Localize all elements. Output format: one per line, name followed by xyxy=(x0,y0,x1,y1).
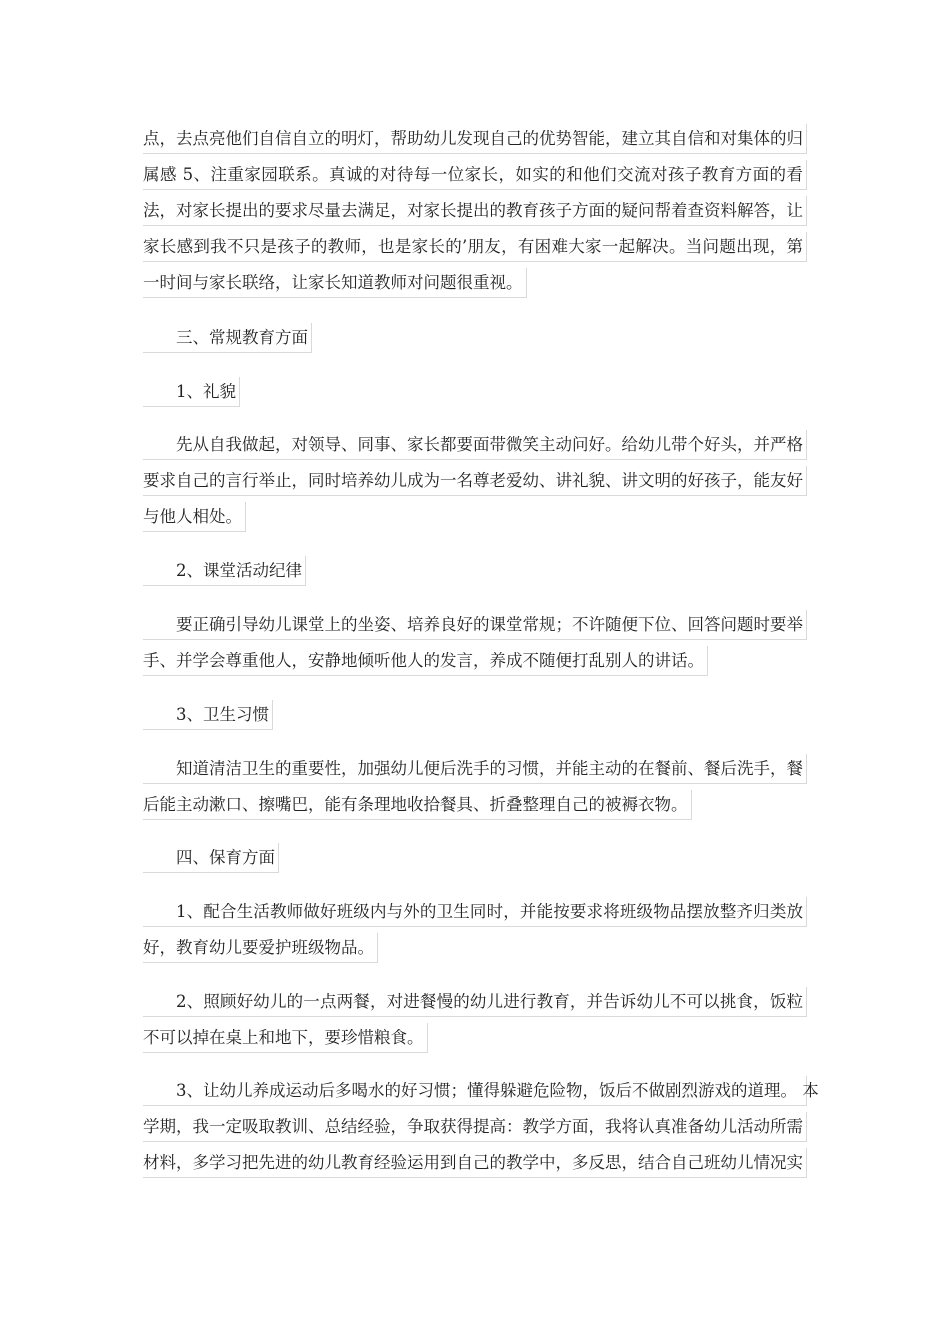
paragraph-line: 属感 5、注重家园联系。真诚的对待每一位家长，如实的和他们交流对孩子教育方面的看 xyxy=(143,160,807,190)
paragraph-line: 不可以掉在桌上和地下，要珍惜粮食。 xyxy=(143,1023,428,1053)
paragraph-line: 知道清洁卫生的重要性，加强幼儿便后洗手的习惯，并能主动的在餐前、餐后洗手，餐 xyxy=(143,754,807,784)
paragraph-line: 1、配合生活教师做好班级内与外的卫生同时，并能按要求将班级物品摆放整齐归类放 xyxy=(143,897,807,927)
paragraph-line: 法，对家长提出的要求尽量去满足，对家长提出的教育孩子方面的疑问帮着查资料解答，让 xyxy=(143,196,807,226)
section-heading: 四、保育方面 xyxy=(143,843,279,873)
subsection-heading: 1、礼貌 xyxy=(143,377,240,407)
paragraph-line: 后能主动漱口、擦嘴巴，能有条理地收拾餐具、折叠整理自己的被褥衣物。 xyxy=(143,790,692,820)
paragraph-line: 材料，多学习把先进的幼儿教育经验运用到自己的教学中，多反思，结合自己班幼儿情况实 xyxy=(143,1148,807,1178)
paragraph-line: 要正确引导幼儿课堂上的坐姿、培养良好的课堂常规；不许随便下位、回答问题时要举 xyxy=(143,610,807,640)
paragraph-line: 2、照顾好幼儿的一点两餐，对进餐慢的幼儿进行教育，并告诉幼儿不可以挑食，饭粒 xyxy=(143,987,807,1017)
paragraph-line: 3、让幼儿养成运动后多喝水的好习惯；懂得躲避危险物，饭后不做剧烈游戏的道理。 本 xyxy=(143,1076,807,1106)
paragraph-line: 与他人相处。 xyxy=(143,502,246,532)
subsection-heading: 3、卫生习惯 xyxy=(143,700,273,730)
paragraph-line: 学期，我一定吸取教训、总结经验，争取获得提高：教学方面，我将认真准备幼儿活动所需 xyxy=(143,1112,807,1142)
paragraph-line: 要求自己的言行举止，同时培养幼儿成为一名尊老爱幼、讲礼貌、讲文明的好孩子，能友好 xyxy=(143,466,807,496)
subsection-heading: 2、课堂活动纪律 xyxy=(143,556,306,586)
paragraph-line: 手、并学会尊重他人，安静地倾听他人的发言，养成不随便打乱别人的讲话。 xyxy=(143,646,708,676)
paragraph-line: 好，教育幼儿要爱护班级物品。 xyxy=(143,933,378,963)
paragraph-line: 家长感到我不只是孩子的教师，也是家长的’朋友，有困难大家一起解决。当问题出现，第 xyxy=(143,232,807,262)
section-heading: 三、常规教育方面 xyxy=(143,323,312,353)
paragraph-line: 先从自我做起，对领导、同事、家长都要面带微笑主动问好。给幼儿带个好头，并严格 xyxy=(143,430,807,460)
paragraph-line: 一时间与家长联络，让家长知道教师对问题很重视。 xyxy=(143,268,527,298)
paragraph-line: 点，去点亮他们自信自立的明灯，帮助幼儿发现自己的优势智能，建立其自信和对集体的归 xyxy=(143,124,807,154)
